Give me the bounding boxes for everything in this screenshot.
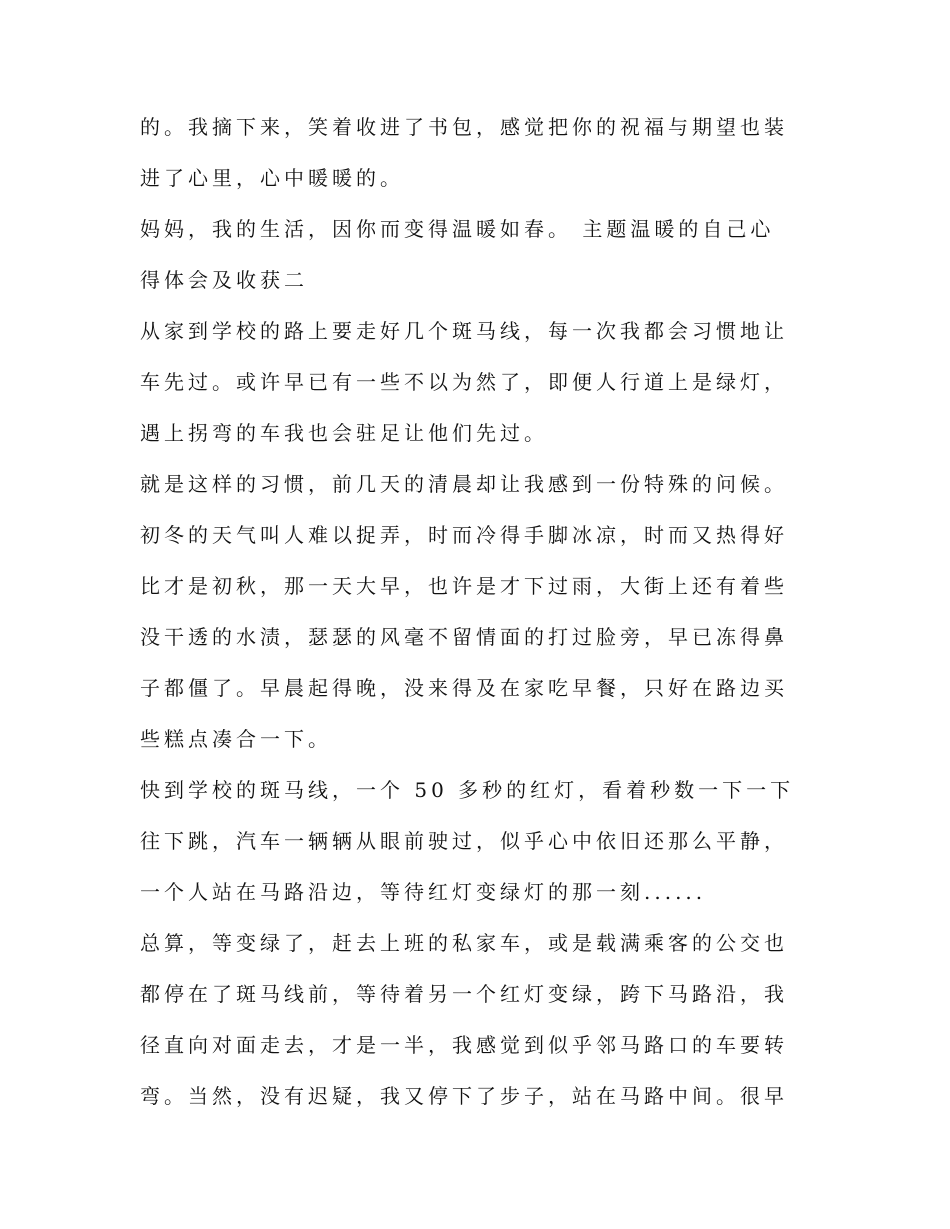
text-line: 就是这样的习惯，前几天的清晨却让我感到一份特殊的问候。	[140, 472, 788, 496]
text-line: 都停在了斑马线前，等待着另一个红灯变绿，跨下马路沿，我	[140, 982, 788, 1006]
document-body	[140, 102, 820, 1122]
text-line: 从家到学校的路上要走好几个斑马线，每一次我都会习惯地让	[140, 319, 788, 343]
text-line: 初冬的天气叫人难以捉弄，时而冷得手脚冰凉，时而又热得好	[140, 523, 788, 547]
text-line: 得体会及收获二	[140, 268, 308, 292]
text-line: 往下跳，汽车一辆辆从眼前驶过，似乎心中依旧还那么平静，	[140, 829, 788, 853]
text-line: 些糕点凑合一下。	[140, 727, 332, 751]
text-line: 遇上拐弯的车我也会驻足让他们先过。	[140, 421, 548, 445]
text-line: 径直向对面走去，才是一半，我感觉到似乎邻马路口的车要转	[140, 1033, 788, 1057]
text-line: 的。我摘下来，笑着收进了书包，感觉把你的祝福与期望也装	[140, 115, 788, 139]
text-line: 妈妈，我的生活，因你而变得温暖如春。 主题温暖的自己心	[140, 217, 775, 241]
text-line: 总算，等变绿了，赶去上班的私家车，或是载满乘客的公交也	[140, 931, 788, 955]
text-line: 子都僵了。早晨起得晚，没来得及在家吃早餐，只好在路边买	[140, 676, 788, 700]
text-line: 快到学校的斑马线，一个 50 多秒的红灯，看着秒数一下一下	[140, 778, 795, 802]
text-line: 弯。当然，没有迟疑，我又停下了步子，站在马路中间。很早	[140, 1084, 788, 1108]
text-line: 比才是初秋，那一天大早，也许是才下过雨，大街上还有着些	[140, 574, 788, 598]
text-line: 进了心里，心中暖暖的。	[140, 166, 404, 190]
text-line: 车先过。或许早已有一些不以为然了，即便人行道上是绿灯，	[140, 370, 788, 394]
text-line: 没干透的水渍，瑟瑟的风毫不留情面的打过脸旁，早已冻得鼻	[140, 625, 788, 649]
text-line: 一个人站在马路沿边，等待红灯变绿灯的那一刻......	[140, 880, 707, 904]
